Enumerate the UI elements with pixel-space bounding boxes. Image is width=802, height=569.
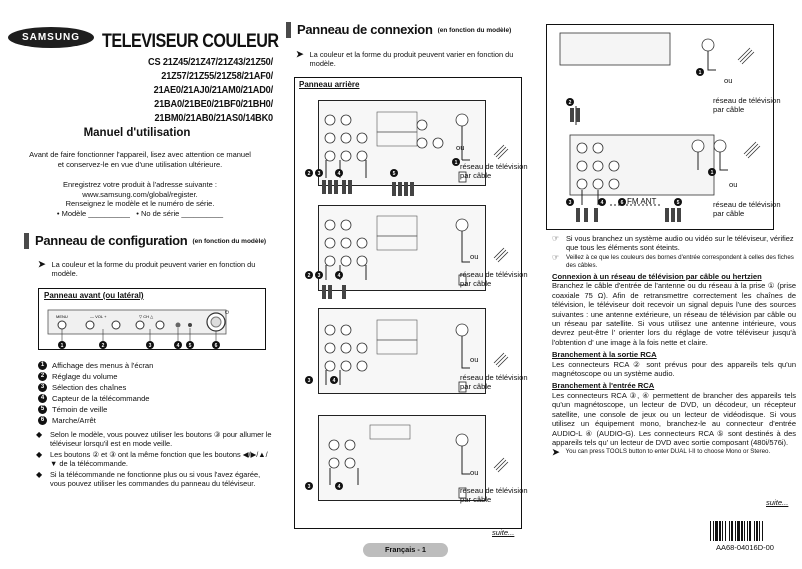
- registration-line: Enregistrez votre produit à l'adresse suivante :: [62, 180, 217, 189]
- svg-text:2: 2: [568, 100, 572, 106]
- arrow-icon: ➤: [38, 259, 46, 269]
- cable-network-label: réseau de télévision par câble: [713, 96, 781, 114]
- svg-text:3: 3: [148, 343, 152, 349]
- right-column-text: [552, 234, 796, 457]
- subsection-title: Connexion à un réseau de télévision par câble ou hertzien: [552, 272, 762, 281]
- tools-note: [552, 448, 796, 457]
- section-title: Panneau de connexion: [297, 22, 433, 37]
- bullet-text: Selon le modèle, vous pouvez utiliser les boutons ③ pour allumer le téléviseur lorsqu'il est en mode veille.: [50, 430, 272, 448]
- barcode-number: AA68-04016D-00: [716, 543, 774, 552]
- svg-text:1: 1: [454, 160, 458, 166]
- svg-text:3: 3: [307, 378, 311, 384]
- section-title: Panneau de configuration: [35, 233, 188, 248]
- standby-led-icon: [188, 323, 192, 327]
- front-panel-diagram: [38, 300, 266, 350]
- middle-column: [282, 0, 528, 569]
- ou-label: ou: [470, 468, 479, 477]
- list-item-text: Capteur de la télécommande: [52, 393, 150, 403]
- svg-text:4: 4: [176, 343, 180, 349]
- diamond-icon: ◆: [36, 470, 43, 479]
- svg-text:1: 1: [710, 170, 714, 176]
- pointing-hand-icon: ☞: [552, 253, 560, 262]
- panel-label-vol: — VOL +: [90, 314, 107, 319]
- list-item-text: Marche/Arrêt: [52, 415, 96, 425]
- note-text: La couleur et la forme du produit peuvent varier en fonction du modèle.: [309, 50, 514, 68]
- note-text: La couleur et la forme du produit peuvent varier en fonction du modèle.: [51, 260, 256, 278]
- number-badge: 3: [38, 383, 47, 392]
- number-badges: [305, 158, 460, 490]
- svg-text:1: 1: [60, 343, 64, 349]
- cable-illustration: [326, 126, 470, 485]
- list-item: [38, 415, 268, 426]
- svg-text:2: 2: [307, 171, 311, 177]
- menu-button-icon: [58, 321, 66, 329]
- power-button-icon: [207, 313, 225, 331]
- number-badge: 6: [38, 416, 47, 425]
- list-item: [38, 371, 268, 382]
- ou-label: ou: [470, 355, 479, 364]
- pointing-hand-icon: ☞: [552, 234, 560, 243]
- svg-text:3: 3: [317, 273, 321, 279]
- svg-text:3: 3: [317, 171, 321, 177]
- list-item-text: Sélection des chaînes: [52, 382, 127, 392]
- list-item-text: Réglage du volume: [52, 371, 118, 381]
- list-item: [38, 404, 268, 415]
- svg-text:4: 4: [332, 378, 336, 384]
- cable-network-label: réseau de télévision par câble: [713, 200, 781, 218]
- cable-network-label: réseau de télévision par câble: [460, 270, 528, 288]
- registration-block: [28, 180, 252, 218]
- svg-text:6: 6: [620, 200, 624, 206]
- right-column: [540, 0, 802, 569]
- barcode-icon: [710, 521, 802, 541]
- config-bullets: [36, 430, 272, 490]
- front-panel-title: Panneau avant (ou latéral): [44, 291, 144, 300]
- panel-label-power: ⏻: [225, 310, 229, 316]
- model-line: 21Z57/21Z55/21Z58/21AF0/: [161, 71, 273, 82]
- arrow-icon: ➤: [552, 447, 560, 458]
- subsection-title: Branchement à l'entrée RCA: [552, 381, 655, 391]
- model-line: 21BM0/21AB0/21AS0/14BK0: [154, 113, 273, 124]
- svg-text:4: 4: [337, 484, 341, 490]
- paragraph: Les connecteurs RCA ② sont prévus pour des appareils tels qu'un magnétoscope ou un système audio.: [552, 359, 796, 379]
- number-badge: 2: [38, 372, 47, 381]
- cable-network-label: réseau de télévision par câble: [460, 162, 528, 180]
- svg-text:4: 4: [337, 273, 341, 279]
- ou-label: ou: [470, 252, 479, 261]
- model-line: 21AE0/21AJ0/21AM0/21AD0/: [153, 85, 273, 96]
- model-field: • Modèle __________: [56, 208, 130, 218]
- list-item: [38, 382, 268, 393]
- list-item-text: Témoin de veille: [52, 404, 108, 414]
- config-section-heading: [24, 233, 266, 249]
- panel-grid-lines: [370, 112, 417, 439]
- cable-network-label: réseau de télévision par câble: [460, 486, 528, 504]
- paragraph: Branchez le câble d'entrée de l'antenne ou du réseau à la prise ① (prise coaxiale 75 Ω). Afin de retransmettre correctement les chaînes de télévision, le téléviseur doit recevoir un signal depuis l'une des sources suivantes : une antenne extérieure, un réseau de télévision par câble ou un réseau par satellite. Si vous utilisez une antenne intérieure, vous devrez peut-être l' orienter lors du réglage de votre téléviseur jusqu'à l'obtention d' une image à la fois nette et claire.: [552, 281, 796, 347]
- tip-item: [552, 254, 796, 269]
- svg-text:3: 3: [307, 484, 311, 490]
- fm-ant-label: FM ANT: [627, 197, 657, 206]
- panel-label-menu: MENU: [56, 314, 68, 319]
- bullet-item: [36, 450, 272, 468]
- ou-label: ou: [729, 180, 738, 189]
- arrow-icon: ➤: [296, 49, 304, 59]
- diamond-icon: ◆: [36, 450, 43, 459]
- registration-fields: [28, 209, 252, 219]
- registration-line: Renseignez le modèle et le numéro de série.: [65, 199, 215, 208]
- bullet-text: Si la télécommande ne fonctionne plus ou si vous l'avez égarée, vous pouvez utiliser les commandes du panneau du téléviseur.: [50, 470, 261, 488]
- registration-url: www.samsung.com/global/register.: [82, 189, 198, 199]
- front-panel-illustration: [48, 310, 229, 349]
- rca-jacks-illustration: [325, 114, 468, 468]
- rca-plugs-icon: [322, 180, 414, 299]
- cable-network-label: réseau de télévision par câble: [460, 373, 528, 391]
- svg-text:6: 6: [214, 343, 218, 349]
- tip-text: Veillez à ce que les couleurs des bornes d'entrée correspondent à celles des fiches des câbles.: [566, 254, 794, 269]
- continued-link[interactable]: suite...: [492, 528, 515, 537]
- antenna-icon: [494, 145, 508, 472]
- rear-panel-title: Panneau arrière: [299, 80, 360, 89]
- front-panel-legend: [38, 360, 268, 426]
- model-line: 21BA0/21BE0/21BF0/21BH0/: [154, 99, 273, 110]
- subsection-title: Branchement à la sortie RCA: [552, 350, 657, 360]
- svg-text:2: 2: [101, 343, 105, 349]
- svg-text:3: 3: [568, 200, 572, 206]
- intro-text: Avant de faire fonctionner l'appareil, lisez avec attention ce manuel et conservez-le en vue d'une utilisation ultérieure.: [29, 150, 251, 169]
- diamond-icon: ◆: [36, 430, 43, 439]
- svg-text:5: 5: [676, 200, 680, 206]
- note-text: You can press TOOLS button to enter DUAL I-II to choose Mono or Stereo.: [565, 448, 771, 456]
- svg-text:2: 2: [307, 273, 311, 279]
- svg-text:5: 5: [392, 171, 396, 177]
- paragraph: Les connecteurs RCA ③, ④ permettent de brancher des appareils tels qu'un magnétoscope, un lecteur de DVD, un décodeur, un récepteur satellite, une console de jeux ou un lecteur de vidéodisque. Si vous utilisez un équipement mono, branchez-le au connecteur d'entrée AUDIO-L ④ (AUDIO-G). Les connecteurs RCA ⑤ sont destinés à des appareils tels qu' un lecteur de DVD avec sortie composant (480i/576i).: [552, 390, 796, 447]
- bullet-text: Les boutons ② et ③ ont la même fonction que les boutons ◀/▶/▲/▼ de la télécommande.: [50, 450, 268, 468]
- manual-title: Manuel d'utilisation: [83, 127, 191, 139]
- page-number: Français - 1: [363, 543, 448, 557]
- samsung-logo: SAMSUNG: [8, 27, 94, 48]
- panel-label-ch: ▽ CH △: [139, 314, 154, 319]
- tip-item: [552, 234, 796, 252]
- config-note: [38, 260, 260, 278]
- ou-label: ou: [456, 143, 465, 152]
- svg-text:4: 4: [600, 200, 604, 206]
- bullet-item: [36, 430, 272, 448]
- svg-text:5: 5: [188, 343, 192, 349]
- section-subtitle: (en fonction du modèle): [192, 238, 267, 246]
- document-title: TELEVISEUR COULEUR: [102, 31, 279, 52]
- list-item: [38, 393, 268, 404]
- number-badge: 5: [38, 405, 47, 414]
- bullet-item: [36, 470, 272, 488]
- left-column: [0, 0, 279, 569]
- number-badge: 1: [38, 361, 47, 370]
- list-item: [38, 360, 268, 371]
- section-subtitle: (en fonction du modèle): [437, 27, 512, 35]
- continued-link[interactable]: suite...: [766, 498, 789, 507]
- ou-label: ou: [724, 76, 733, 85]
- model-list: [107, 56, 273, 126]
- serial-field: • No de série __________: [136, 208, 224, 218]
- tip-text: Si vous branchez un système audio ou vidéo sur le téléviseur, vérifiez que tous les éléments sont éteints.: [566, 234, 794, 252]
- number-badge: 4: [38, 394, 47, 403]
- svg-text:1: 1: [698, 70, 702, 76]
- model-line: CS 21Z45/21Z47/21Z43/21Z50/: [148, 57, 273, 68]
- list-item-text: Affichage des menus à l'écran: [52, 360, 154, 370]
- sensor-icon: [176, 323, 181, 328]
- svg-text:4: 4: [337, 171, 341, 177]
